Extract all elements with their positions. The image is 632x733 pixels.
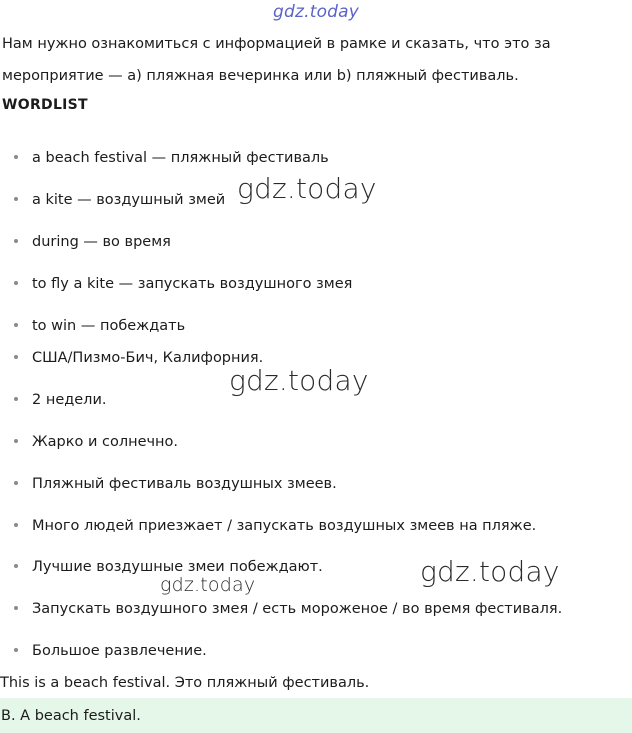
list-item — [14, 641, 207, 661]
summary-text: This is a beach festival. Это пляжный фестиваль. — [0, 675, 370, 691]
bullet-icon — [14, 481, 18, 485]
answer-text: B. A beach festival. — [1, 708, 141, 724]
list-item — [14, 190, 225, 210]
bullet-icon — [14, 439, 18, 443]
intro-line-2: мероприятие — a) пляжная вечеринка или b) пляжный фестиваль. — [2, 68, 519, 84]
bullet-icon — [14, 523, 18, 527]
bullet-icon — [14, 355, 18, 359]
list-item-text: to fly a kite — запускать воздушного змея — [32, 276, 353, 292]
list-item — [14, 148, 329, 168]
watermark: gdz.today — [420, 555, 560, 588]
list-item-text: Жарко и солнечно. — [32, 434, 179, 450]
bullet-icon — [14, 648, 18, 652]
answer-box — [0, 698, 632, 733]
watermark: gdz.today — [237, 172, 377, 205]
list-item — [14, 348, 263, 368]
list-item — [14, 516, 536, 536]
list-item — [14, 232, 171, 252]
list-item-text: during — во время — [32, 234, 171, 250]
list-item — [14, 390, 106, 410]
bullet-icon — [14, 564, 18, 568]
watermark: gdz.today — [160, 574, 256, 596]
list-item-text: a beach festival — пляжный фестиваль — [32, 150, 329, 166]
list-item-text: Запускать воздушного змея / есть мороженое / во время фестиваля. — [32, 601, 563, 617]
list-item-text: a kite — воздушный змей — [32, 192, 226, 208]
list-item-text: США/Пизмо-Бич, Калифорния. — [32, 350, 264, 366]
intro-line-1: Нам нужно ознакомиться с информацией в рамке и сказать, что это за — [2, 36, 551, 52]
list-item-text: Много людей приезжает / запускать воздушных змеев на пляже. — [32, 518, 537, 534]
watermark-top: gdz.today — [273, 2, 360, 22]
list-item-text: Лучшие воздушные змеи побеждают. — [32, 559, 323, 575]
bullet-icon — [14, 397, 18, 401]
watermark: gdz.today — [229, 364, 369, 397]
bullet-icon — [14, 323, 18, 327]
bullet-icon — [14, 281, 18, 285]
bullet-icon — [14, 155, 18, 159]
bullet-icon — [14, 239, 18, 243]
list-item — [14, 474, 337, 494]
bullet-icon — [14, 197, 18, 201]
list-item — [14, 316, 185, 336]
list-item-text: Большое развлечение. — [32, 643, 207, 659]
wordlist-heading: WORDLIST — [2, 97, 88, 113]
list-item — [14, 599, 562, 619]
list-item-text: 2 недели. — [32, 392, 107, 408]
list-item-text: to win — побеждать — [32, 318, 186, 334]
bullet-icon — [14, 606, 18, 610]
list-item — [14, 432, 178, 452]
list-item-text: Пляжный фестиваль воздушных змеев. — [32, 476, 337, 492]
list-item — [14, 274, 352, 294]
